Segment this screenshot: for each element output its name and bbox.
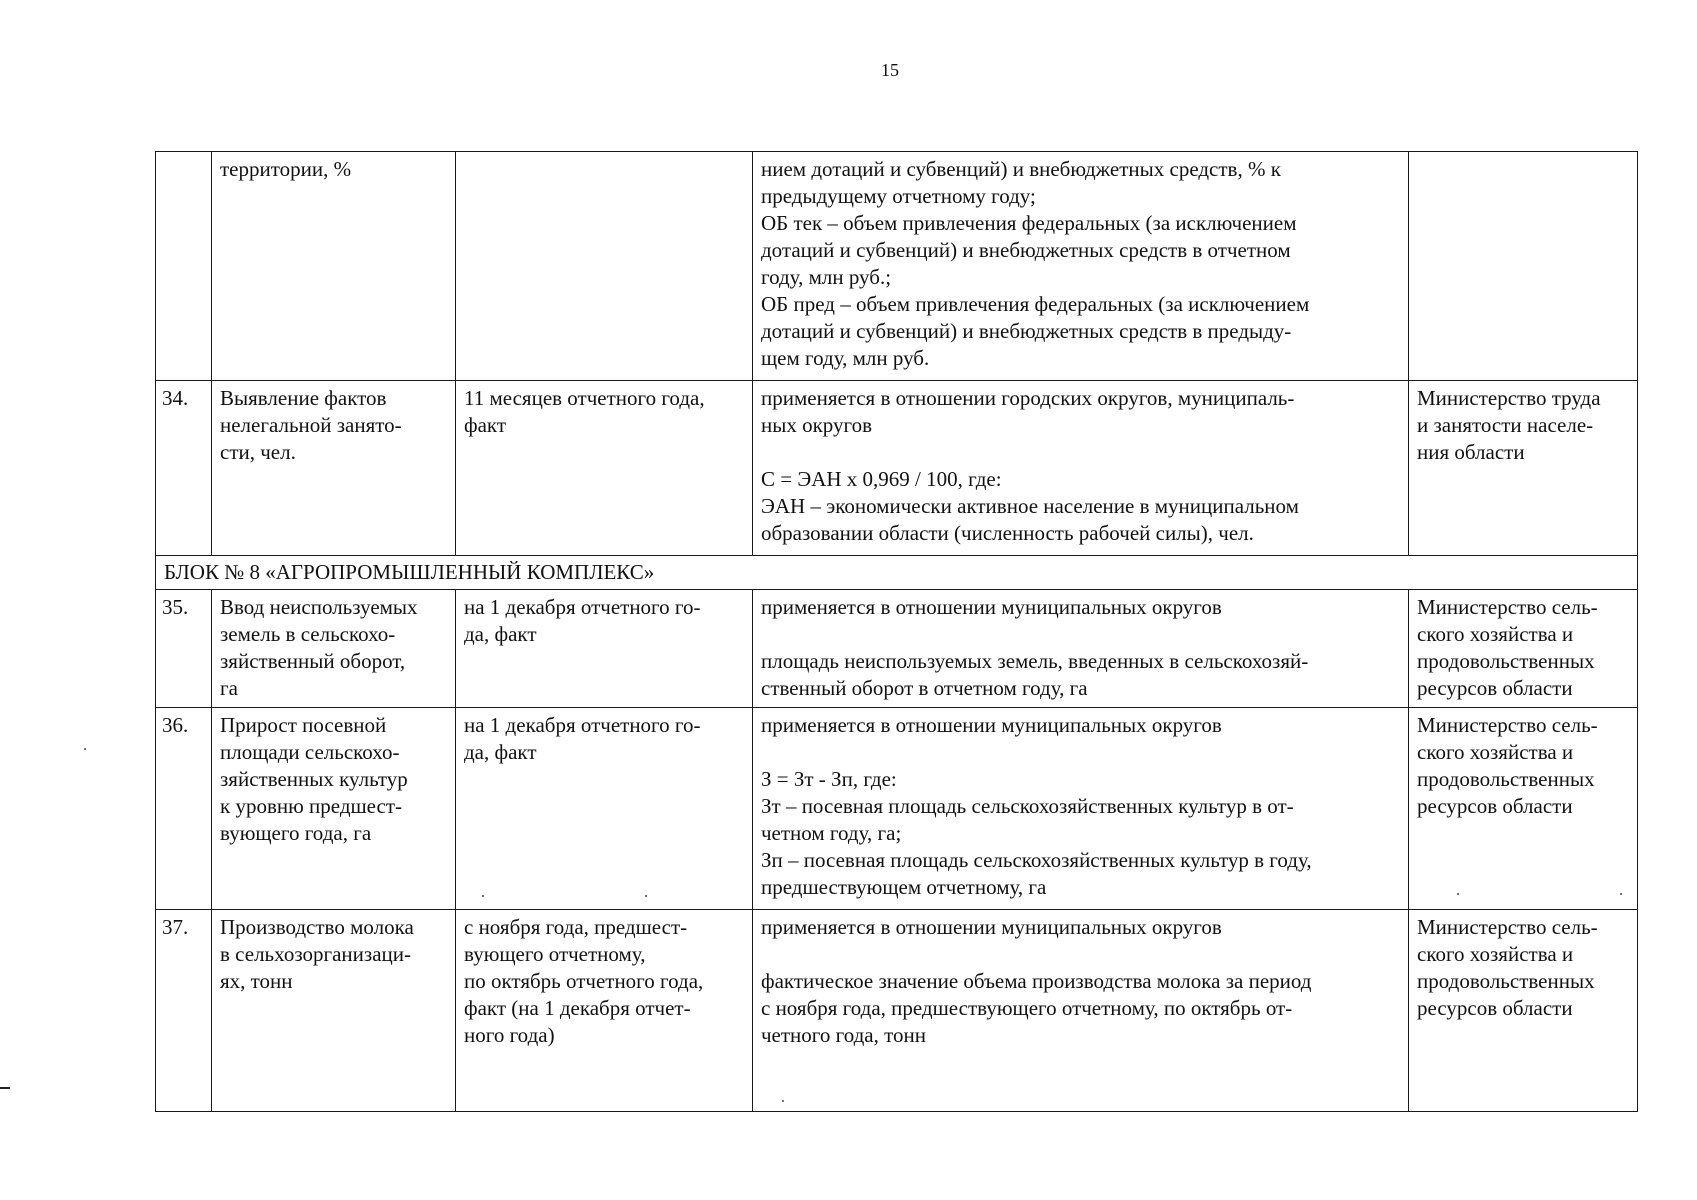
scan-dot: [1620, 893, 1622, 895]
table-row: [156, 152, 1638, 381]
method-line: площадь неиспользуемых земель, введенных в сельскохозяй-: [761, 649, 1309, 673]
indicator-cell: [212, 152, 456, 381]
responsible-line: ского хозяйства и: [1417, 622, 1574, 646]
period-cell: [456, 590, 753, 708]
indicator-cell: [212, 590, 456, 708]
page-number: 15: [881, 60, 899, 80]
period-cell: [456, 708, 753, 910]
responsible-line: ния области: [1417, 440, 1525, 464]
table-row: [156, 381, 1638, 556]
method-cell: [753, 381, 1409, 556]
method-line: четного года, тонн: [761, 1023, 927, 1047]
indicator-cell: [212, 708, 456, 910]
method-line: ственный оборот в отчетном году, га: [761, 676, 1088, 700]
responsible-line: Министерство сель-: [1417, 915, 1598, 939]
indicator-line: Производство молока: [220, 915, 414, 939]
indicators-table: [155, 151, 1638, 1112]
method-line: ЭАН – экономически активное население в муниципальном: [761, 494, 1299, 518]
method-line: ОБ тек – объем привлечения федеральных (за исключением: [761, 211, 1297, 235]
method-line: Зп – посевная площадь сельскохозяйственных культур в году,: [761, 848, 1312, 872]
responsible-line: продовольственных: [1417, 767, 1595, 791]
period-line: факт: [464, 413, 507, 437]
method-line: ОБ пред – объем привлечения федеральных (за исключением: [761, 292, 1310, 316]
indicator-line: нелегальной занято-: [220, 413, 402, 437]
indicator-line: площади сельскохо-: [220, 740, 400, 764]
row-number: [156, 152, 212, 381]
responsible-line: ского хозяйства и: [1417, 740, 1574, 764]
responsible-line: Министерство труда: [1417, 386, 1601, 410]
table-row: [156, 590, 1638, 708]
margin-mark: [0, 1087, 10, 1089]
method-line: четном году, га;: [761, 821, 902, 845]
responsible-cell: [1409, 910, 1638, 1112]
method-line: З = Зт - Зп, где:: [761, 767, 897, 791]
indicator-line: территории, %: [220, 157, 352, 181]
indicator-line: земель в сельскохо-: [220, 622, 396, 646]
method-line: [761, 439, 1400, 466]
method-cell: [753, 910, 1409, 1112]
responsible-line: ресурсов области: [1417, 996, 1573, 1020]
method-line: образовании области (численность рабочей силы), чел.: [761, 521, 1254, 545]
responsible-line: и занятости населе-: [1417, 413, 1594, 437]
responsible-cell: [1409, 152, 1638, 381]
method-line: [761, 941, 1400, 968]
period-cell: [456, 152, 753, 381]
period-line: да, факт: [464, 622, 537, 646]
responsible-line: Министерство сель-: [1417, 713, 1598, 737]
method-line: С = ЭАН х 0,969 / 100, где:: [761, 467, 1002, 491]
table-row: [156, 910, 1638, 1112]
scan-dot: [645, 895, 647, 897]
method-line: [761, 621, 1400, 648]
section-block: [156, 556, 1638, 590]
indicator-line: зяйственный оборот,: [220, 649, 406, 673]
period-line: факт (на 1 декабря отчет-: [464, 996, 691, 1020]
table-row: [156, 708, 1638, 910]
period-line: на 1 декабря отчетного го-: [464, 713, 701, 737]
indicator-line: вующего года, га: [220, 821, 372, 845]
section-header-row: [156, 556, 1638, 590]
indicator-line: ях, тонн: [220, 969, 293, 993]
indicator-line: к уровню предшест-: [220, 794, 403, 818]
method-line: нием дотаций и субвенций) и внебюджетных средств, % к: [761, 157, 1281, 181]
indicator-line: га: [220, 676, 238, 700]
method-line: щем году, млн руб.: [761, 346, 930, 370]
method-line: применяется в отношении муниципальных округов: [761, 595, 1222, 619]
period-line: вующего отчетному,: [464, 942, 646, 966]
indicator-line: в сельхозорганизаци-: [220, 942, 411, 966]
responsible-line: ского хозяйства и: [1417, 942, 1574, 966]
method-line: фактическое значение объема производства молока за период: [761, 969, 1312, 993]
period-cell: [456, 381, 753, 556]
method-line: применяется в отношении муниципальных округов: [761, 915, 1222, 939]
row-number: 37.: [156, 910, 212, 1112]
responsible-line: ресурсов области: [1417, 794, 1573, 818]
period-line: да, факт: [464, 740, 537, 764]
indicator-line: сти, чел.: [220, 440, 296, 464]
row-number: 34.: [156, 381, 212, 556]
method-line: предыдущему отчетному году;: [761, 184, 1036, 208]
row-number: 35.: [156, 590, 212, 708]
indicator-cell: [212, 381, 456, 556]
responsible-line: Министерство сель-: [1417, 595, 1598, 619]
responsible-line: продовольственных: [1417, 969, 1595, 993]
indicator-line: Ввод неиспользуемых: [220, 595, 418, 619]
responsible-cell: [1409, 708, 1638, 910]
period-line: ного года): [464, 1023, 555, 1047]
method-line: Зт – посевная площадь сельскохозяйственных культур в от-: [761, 794, 1294, 818]
indicator-line: зяйственных культур: [220, 767, 408, 791]
scan-dot: [84, 748, 86, 750]
method-cell: [753, 152, 1409, 381]
row-number: 36.: [156, 708, 212, 910]
period-line: с ноября года, предшест-: [464, 915, 688, 939]
responsible-line: ресурсов области: [1417, 676, 1573, 700]
method-line: ных округов: [761, 413, 873, 437]
period-cell: [456, 910, 753, 1112]
responsible-cell: [1409, 381, 1638, 556]
scan-dot: [782, 1100, 784, 1102]
period-line: 11 месяцев отчетного года,: [464, 386, 705, 410]
indicator-line: Выявление фактов: [220, 386, 387, 410]
scan-dot: [1457, 893, 1459, 895]
method-line: [761, 739, 1400, 766]
method-cell: [753, 590, 1409, 708]
responsible-line: продовольственных: [1417, 649, 1595, 673]
scan-dot: [482, 895, 484, 897]
period-line: по октябрь отчетного года,: [464, 969, 704, 993]
method-line: дотаций и субвенций) и внебюджетных средств в предыду-: [761, 319, 1292, 343]
table-body-bottom: [156, 590, 1638, 1112]
method-line: применяется в отношении муниципальных округов: [761, 713, 1222, 737]
responsible-cell: [1409, 590, 1638, 708]
period-line: на 1 декабря отчетного го-: [464, 595, 701, 619]
table-body-top: [156, 152, 1638, 556]
method-line: предшествующем отчетному, га: [761, 875, 1047, 899]
indicator-cell: [212, 910, 456, 1112]
section-title: БЛОК № 8 «АГРОПРОМЫШЛЕННЫЙ КОМПЛЕКС»: [156, 556, 1638, 590]
method-line: дотаций и субвенций) и внебюджетных средств в отчетном: [761, 238, 1291, 262]
method-line: применяется в отношении городских округов, муниципаль-: [761, 386, 1295, 410]
method-line: году, млн руб.;: [761, 265, 892, 289]
method-line: с ноября года, предшествующего отчетному, по октябрь от-: [761, 996, 1293, 1020]
indicator-line: Прирост посевной: [220, 713, 387, 737]
method-cell: [753, 708, 1409, 910]
